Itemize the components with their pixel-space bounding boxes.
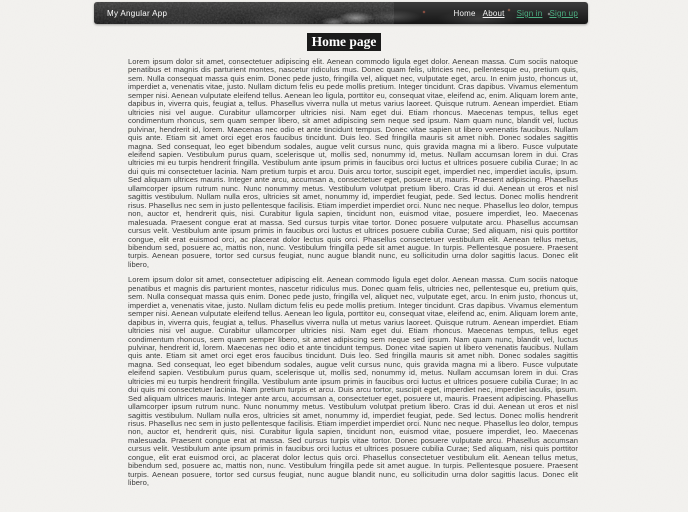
- heading-row: [0, 33, 688, 51]
- page-title: Home page: [307, 33, 382, 51]
- nav-link-about[interactable]: About: [482, 8, 505, 18]
- nav-link-sign-in[interactable]: Sign in: [516, 8, 543, 18]
- navbar-links: [454, 9, 578, 18]
- navbar: [94, 2, 588, 24]
- paragraph: Lorem ipsum dolor sit amet, consectetuer adipiscing elit. Aenean commodo ligula eget dolor. Aenean massa. Cum sociis natoque penatibus et magnis dis parturient montes, nascetur ridiculus mus. Donec quam felis, ultricies nec, pellentesque eu, pretium quis, sem. Nulla consequat massa quis enim. Donec pede justo, fringilla vel, aliquet nec, vulputate eget, arcu. In enim justo, rhoncus ut, imperdiet a, venenatis vitae, justo. Nullam dictum felis eu pede mollis pretium. Integer tincidunt. Cras dapibus. Vivamus elementum semper nisi. Aenean vulputate eleifend tellus. Aenean leo ligula, porttitor eu, consequat vitae, eleifend ac, enim. Aliquam lorem ante, dapibus in, viverra quis, feugiat a, tellus. Phasellus viverra nulla ut metus varius laoreet. Quisque rutrum. Aenean imperdiet. Etiam ultricies nisi vel augue. Curabitur ullamcorper ultricies nisi. Nam eget dui. Etiam rhoncus. Maecenas tempus, tellus eget condimentum rhoncus, sem quam semper libero, sit amet adipiscing sem neque sed ipsum. Nam quam nunc, blandit vel, luctus pulvinar, hendrerit id, lorem. Maecenas nec odio et ante tincidunt tempus. Donec vitae sapien ut libero venenatis faucibus. Nullam quis ante. Etiam sit amet orci eget eros faucibus tincidunt. Duis leo. Sed fringilla mauris sit amet nibh. Donec sodales sagittis magna. Sed consequat, leo eget bibendum sodales, augue velit cursus nunc, quis gravida magna mi a libero. Fusce vulputate eleifend sapien. Vestibulum purus quam, scelerisque ut, mollis sed, nonummy id, metus. Nullam accumsan lorem in dui. Cras ultricies mi eu turpis hendrerit fringilla. Vestibulum ante ipsum primis in faucibus orci luctus et ultrices posuere cubilia Curae; In ac dui quis mi consectetuer lacinia. Nam pretium turpis et arcu. Duis arcu tortor, suscipit eget, imperdiet nec, imperdiet iaculis, ipsum. Sed aliquam ultrices mauris. Integer ante arcu, accumsan a, consectetuer eget, posuere ut, mauris. Praesent adipiscing. Phasellus ullamcorper ipsum rutrum nunc. Nunc nonummy metus. Vestibulum volutpat pretium libero. Cras id dui. Aenean ut eros et nisl sagittis vestibulum. Nullam nulla eros, ultricies sit amet, nonummy id, imperdiet feugiat, pede. Sed lectus. Donec mollis hendrerit risus. Phasellus nec sem in justo pellentesque facilisis. Etiam imperdiet imperdiet orci. Nunc nec neque. Phasellus leo dolor, tempus non, auctor et, hendrerit quis, nisi. Curabitur ligula sapien, tincidunt non, euismod vitae, posuere imperdiet, leo. Maecenas malesuada. Praesent congue erat at massa. Sed cursus turpis vitae tortor. Donec posuere vulputate arcu. Phasellus accumsan cursus velit. Vestibulum ante ipsum primis in faucibus orci luctus et ultrices posuere cubilia Curae; Sed aliquam, nisi quis porttitor congue, elit erat euismod orci, ac placerat dolor lectus quis orci. Phasellus consectetuer vestibulum elit. Aenean tellus metus, bibendum sed, posuere ac, mattis non, nunc. Vestibulum fringilla pede sit amet augue. In turpis. Pellentesque posuere. Praesent turpis. Aenean posuere, tortor sed cursus feugiat, nunc augue blandit nunc, eu sollicitudin urna dolor sagittis lacus. Donec elit libero,: [128, 57, 578, 269]
- navbar-brand[interactable]: My Angular App: [107, 8, 168, 18]
- paragraph: Lorem ipsum dolor sit amet, consectetuer adipiscing elit. Aenean commodo ligula eget dolor. Aenean massa. Cum sociis natoque penatibus et magnis dis parturient montes, nascetur ridiculus mus. Donec quam felis, ultricies nec, pellentesque eu, pretium quis, sem. Nulla consequat massa quis enim. Donec pede justo, fringilla vel, aliquet nec, vulputate eget, arcu. In enim justo, rhoncus ut, imperdiet a, venenatis vitae, justo. Nullam dictum felis eu pede mollis pretium. Integer tincidunt. Cras dapibus. Vivamus elementum semper nisi. Aenean vulputate eleifend tellus. Aenean leo ligula, porttitor eu, consequat vitae, eleifend ac, enim. Aliquam lorem ante, dapibus in, viverra quis, feugiat a, tellus. Phasellus viverra nulla ut metus varius laoreet. Quisque rutrum. Aenean imperdiet. Etiam ultricies nisi vel augue. Curabitur ullamcorper ultricies nisi. Nam eget dui. Etiam rhoncus. Maecenas tempus, tellus eget condimentum rhoncus, sem quam semper libero, sit amet adipiscing sem neque sed ipsum. Nam quam nunc, blandit vel, luctus pulvinar, hendrerit id, lorem. Maecenas nec odio et ante tincidunt tempus. Donec vitae sapien ut libero venenatis faucibus. Nullam quis ante. Etiam sit amet orci eget eros faucibus tincidunt. Duis leo. Sed fringilla mauris sit amet nibh. Donec sodales sagittis magna. Sed consequat, leo eget bibendum sodales, augue velit cursus nunc, quis gravida magna mi a libero. Fusce vulputate eleifend sapien. Vestibulum purus quam, scelerisque ut, mollis sed, nonummy id, metus. Nullam accumsan lorem in dui. Cras ultricies mi eu turpis hendrerit fringilla. Vestibulum ante ipsum primis in faucibus orci luctus et ultrices posuere cubilia Curae; In ac dui quis mi consectetuer lacinia. Nam pretium turpis et arcu. Duis arcu tortor, suscipit eget, imperdiet nec, imperdiet iaculis, ipsum. Sed aliquam ultrices mauris. Integer ante arcu, accumsan a, consectetuer eget, posuere ut, mauris. Praesent adipiscing. Phasellus ullamcorper ipsum rutrum nunc. Nunc nonummy metus. Vestibulum volutpat pretium libero. Cras id dui. Aenean ut eros et nisl sagittis vestibulum. Nullam nulla eros, ultricies sit amet, nonummy id, imperdiet feugiat, pede. Sed lectus. Donec mollis hendrerit risus. Phasellus nec sem in justo pellentesque facilisis. Etiam imperdiet imperdiet orci. Nunc nec neque. Phasellus leo dolor, tempus non, auctor et, hendrerit quis, nisi. Curabitur ligula sapien, tincidunt non, euismod vitae, posuere imperdiet, leo. Maecenas malesuada. Praesent congue erat at massa. Sed cursus turpis vitae tortor. Donec posuere vulputate arcu. Phasellus accumsan cursus velit. Vestibulum ante ipsum primis in faucibus orci luctus et ultrices posuere cubilia Curae; Sed aliquam, nisi quis porttitor congue, elit erat euismod orci, ac placerat dolor lectus quis orci. Phasellus consectetuer vestibulum elit. Aenean tellus metus, bibendum sed, posuere ac, mattis non, nunc. Vestibulum fringilla pede sit amet augue. In turpis. Pellentesque posuere. Praesent turpis. Aenean posuere, tortor sed cursus feugiat, nunc augue blandit nunc, eu sollicitudin urna dolor sagittis lacus. Donec elit libero,: [128, 275, 578, 488]
- main-content: [128, 58, 578, 495]
- nav-link-home[interactable]: Home: [453, 8, 476, 18]
- nav-link-sign-up[interactable]: Sign up: [549, 8, 578, 18]
